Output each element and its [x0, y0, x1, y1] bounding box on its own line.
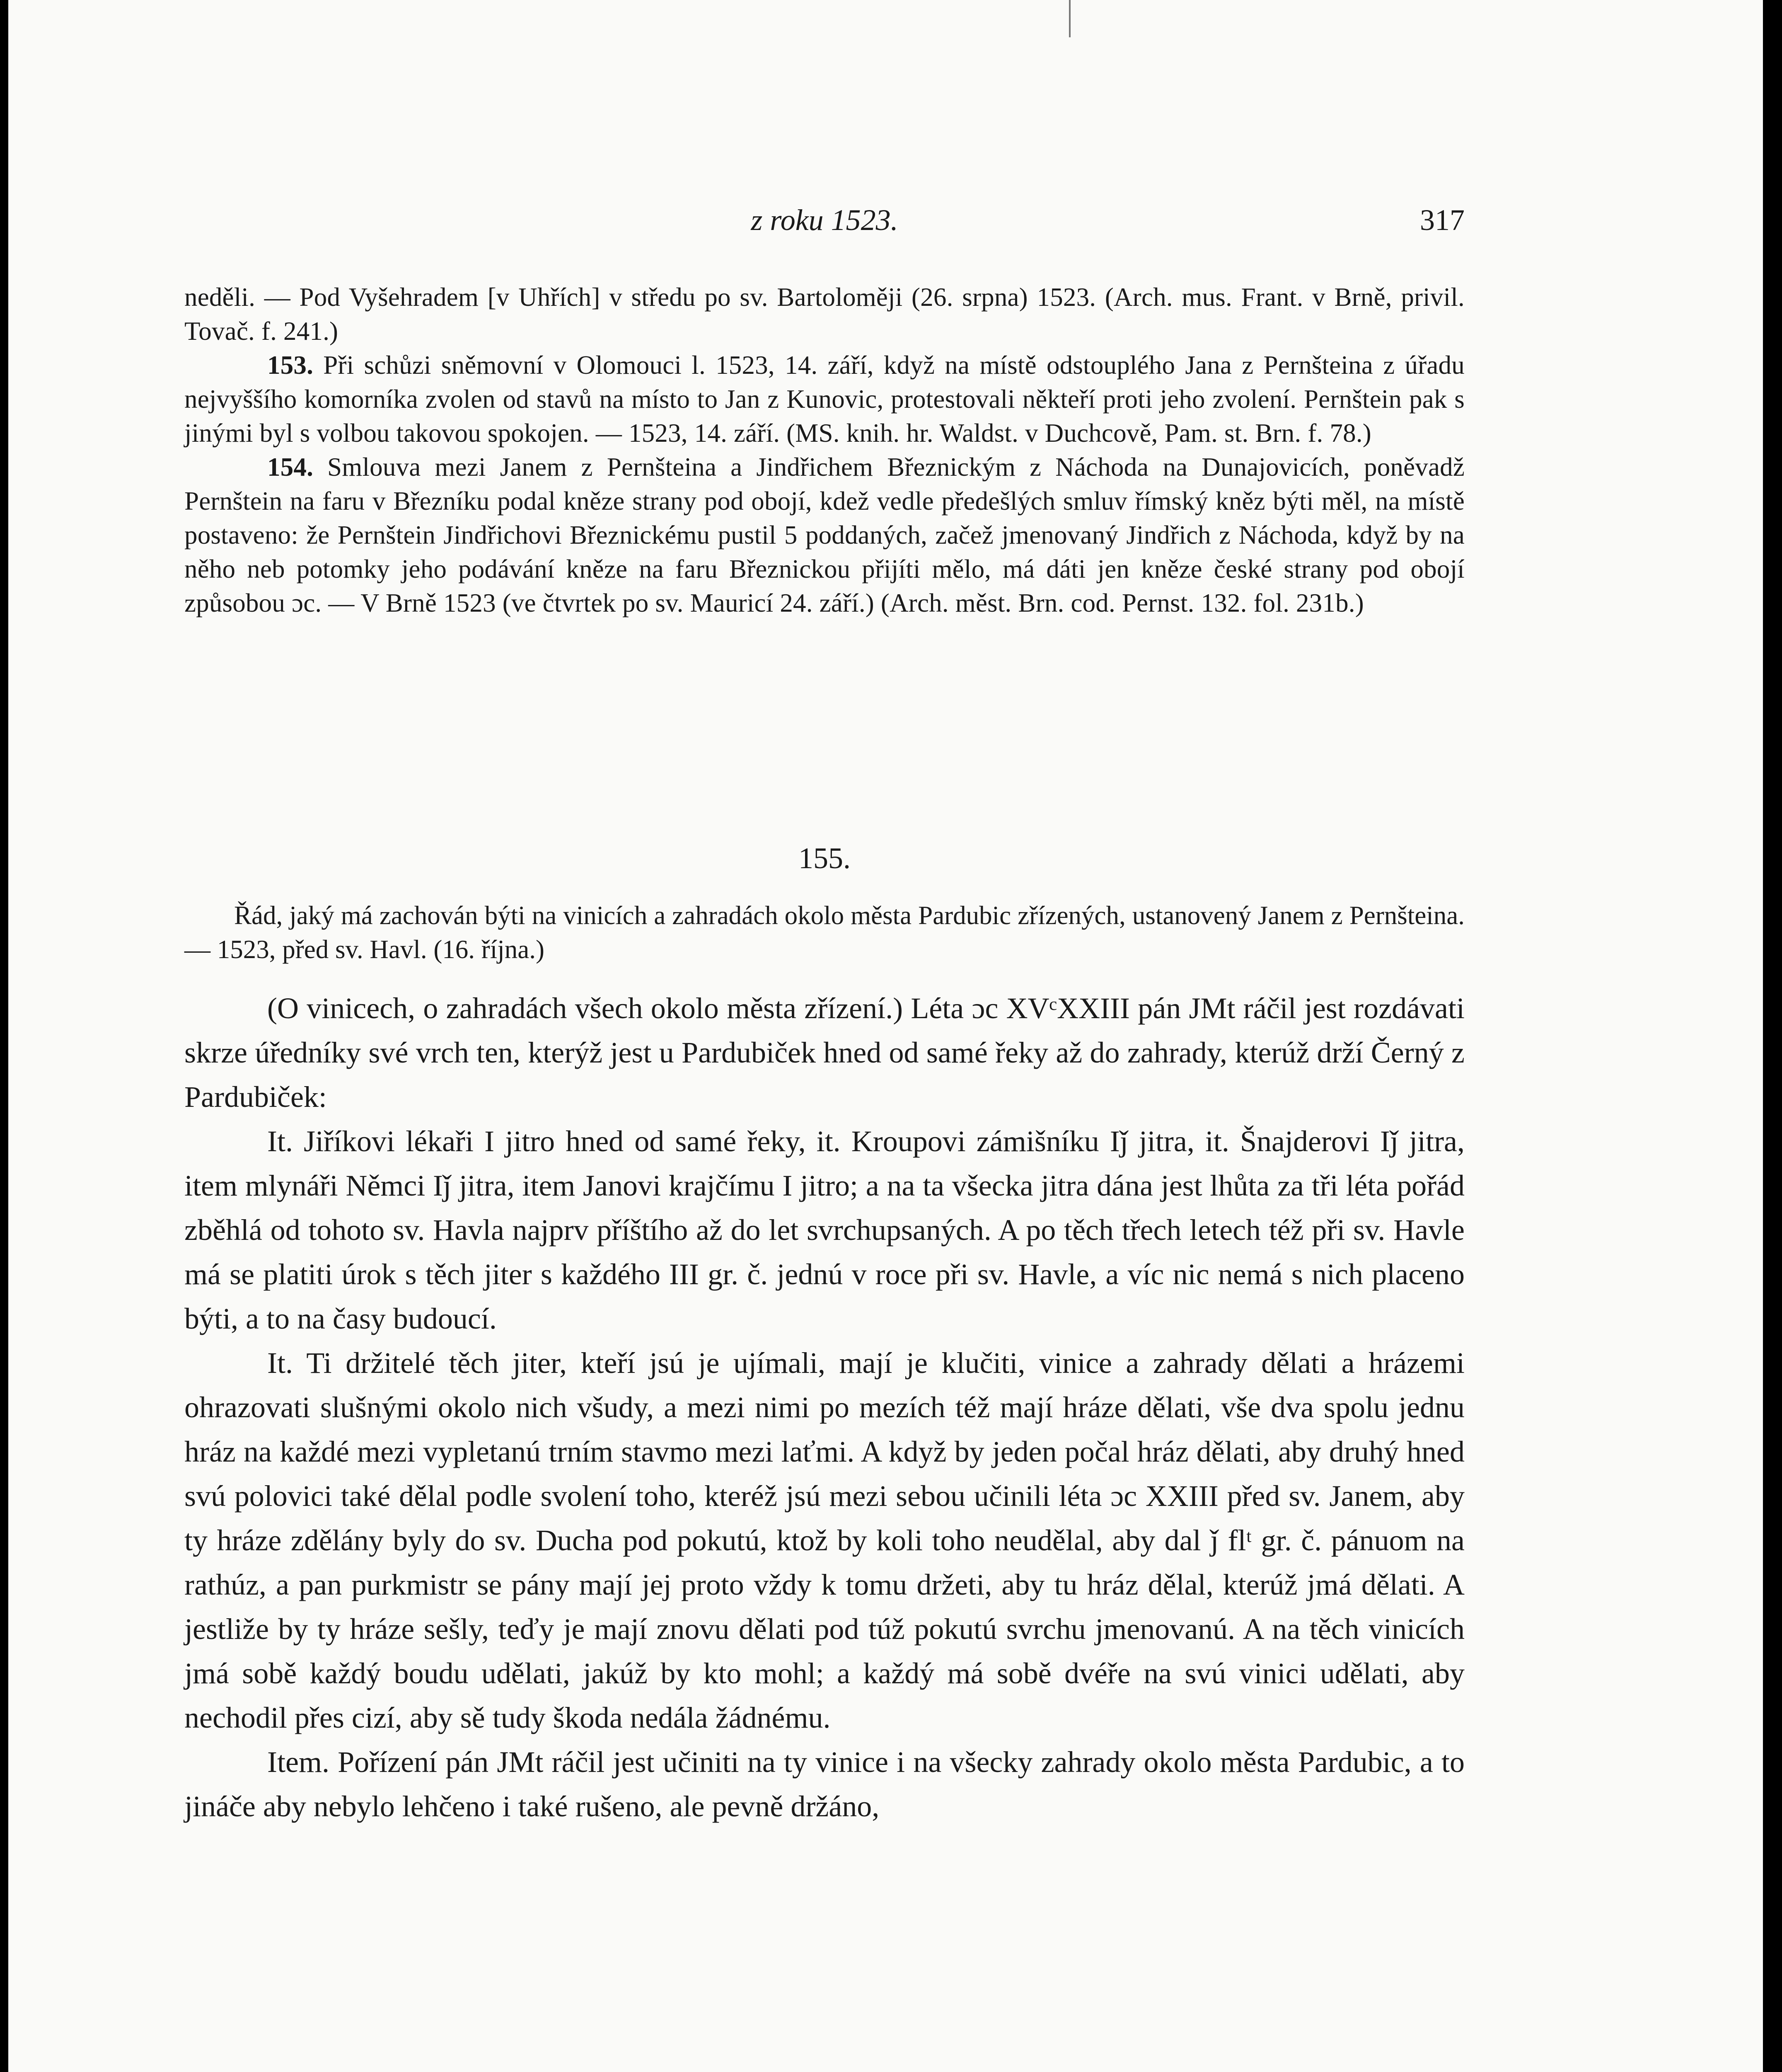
document-paragraph: It. Jiříkovi lékaři I jitro hned od samé řeky, it. Kroupovi zámišníku Iǰ jitra, it. Šnajderovi Iǰ jitra, item mlynáři Němci Iǰ jitra, item Janovi krajčímu I jitro; a na ta všecka jitra dána jest lhůta za tři léta pořád zběhlá od tohoto sv. Havla najprv příštího až do let svrchupsaných. A po těch třech letech též při sv. Havle má se platiti úrok s těch jiter s každého III gr. č. jednú v roce při sv. Havle, a víc nic nemá s nich placeno býti, a to na časy budoucí. [184, 1125, 1465, 1335]
document-155 [184, 841, 1465, 1829]
entry-number: 153. [267, 351, 314, 380]
entry-continuation [184, 280, 1465, 348]
entries-section [184, 280, 1465, 620]
entry-text: neděli. — Pod Vyšehradem [v Uhřích] v středu po sv. Bartoloměji (26. srpna) 1523. (Arch. mus. Frant. v Brně, privil. Tovač. f. 241.) [184, 283, 1465, 346]
scanned-page [8, 0, 1763, 2072]
document-regest: Řád, jaký má zachován býti na vinicích a zahradách okolo města Pardubic zřízených, ustanovený Janem z Pernšteina. — 1523, před sv. Havl. (16. října.) [184, 901, 1465, 964]
page-number: 317 [1420, 203, 1465, 237]
entry-153 [184, 348, 1465, 450]
running-title: z roku 1523. [751, 203, 898, 237]
document-paragraph: Item. Pořízení pán JMt ráčil jest učiniti na ty vinice i na všecky zahrady okolo města Pardubic, a to jináče aby nebylo lehčeno i také rušeno, ale pevně držáno, [184, 1745, 1465, 1823]
document-paragraph: (O vinicech, o zahradách všech okolo města zřízení.) Léta ɔc XVᶜXXIII pán JMt ráčil jest rozdávati skrze úředníky své vrch ten, kterýž jest u Pardubiček hned od samé řeky až do zahrady, kterúž drží Černý z Pardubiček: [184, 992, 1465, 1113]
entry-number: 154. [267, 453, 314, 482]
page-header [184, 195, 1465, 244]
entry-text: Při schůzi sněmovní v Olomouci l. 1523, 14. září, když na místě odstouplého Jana z Pernšteina z úřadu nejvyššího komorníka zvolen od stavů na místo to Jan z Kunovic, protestovali někteří proti jeho zvolení. Pernštein pak s jinými byl s volbou takovou spokojen. — 1523, 14. září. (MS. knih. hr. Waldst. v Duchcově, Pam. st. Brn. f. 78.) [184, 351, 1465, 448]
document-number: 155. [798, 842, 851, 875]
entry-text: Smlouva mezi Janem z Pernšteina a Jindřichem Březnickým z Náchoda na Dunajovicích, poněvadž Pernštein na faru v Březníku podal kněze strany pod obojí, kdež vedle předešlých smluv římský kněz býti měl, na místě postaveno: že Pernštein Jindřichovi Březnickému pustil 5 poddaných, začež jmenovaný Jindřich z Náchoda, když by na něho neb potomky jeho podávání kněze na faru Březnickou přijíti mělo, má dáti jen kněze české strany pod obojí způsobou ɔc. — V Brně 1523 (ve čtvrtek po sv. Mauricí 24. září.) (Arch. měst. Brn. cod. Pernst. 132. fol. 231b.) [184, 453, 1465, 617]
document-paragraph: It. Ti držitelé těch jiter, kteří jsú je ujímali, mají je klučiti, vinice a zahrady dělati a hrázemi ohrazovati slušnými okolo nich všudy, a mezi nimi po mezích též mají hráze dělati, vše dva spolu jednu hráz na každé mezi vypletanú trním stavmo mezi laťmi. A když by jeden počal hráz dělati, aby druhý hned svú polovici také dělal podle svolení toho, kteréž jsú mezi sebou učinili léta ɔc XXIII před sv. Janem, aby ty hráze zdělány byly do sv. Ducha pod pokutú, ktož by koli toho neudělal, aby dal ǰ flᵗ gr. č. pánuom na rathúz, a pan purkmistr se pány mají jej proto vždy k tomu držeti, aby tu hráz dělal, kterúž jmá dělati. A jestliže by ty hráze sešly, teďy je mají znovu dělati pod túž pokutú svrchu jmenovanú. A na těch vinicích jmá sobě každý boudu udělati, jakúž by kto mohl; a každý má sobě dvéře na svú vinici udělati, aby nechodil přes cizí, aby sě tudy škoda nedála žádnému. [184, 1346, 1465, 1734]
scan-artifact [1069, 0, 1071, 37]
entry-154 [184, 450, 1465, 620]
